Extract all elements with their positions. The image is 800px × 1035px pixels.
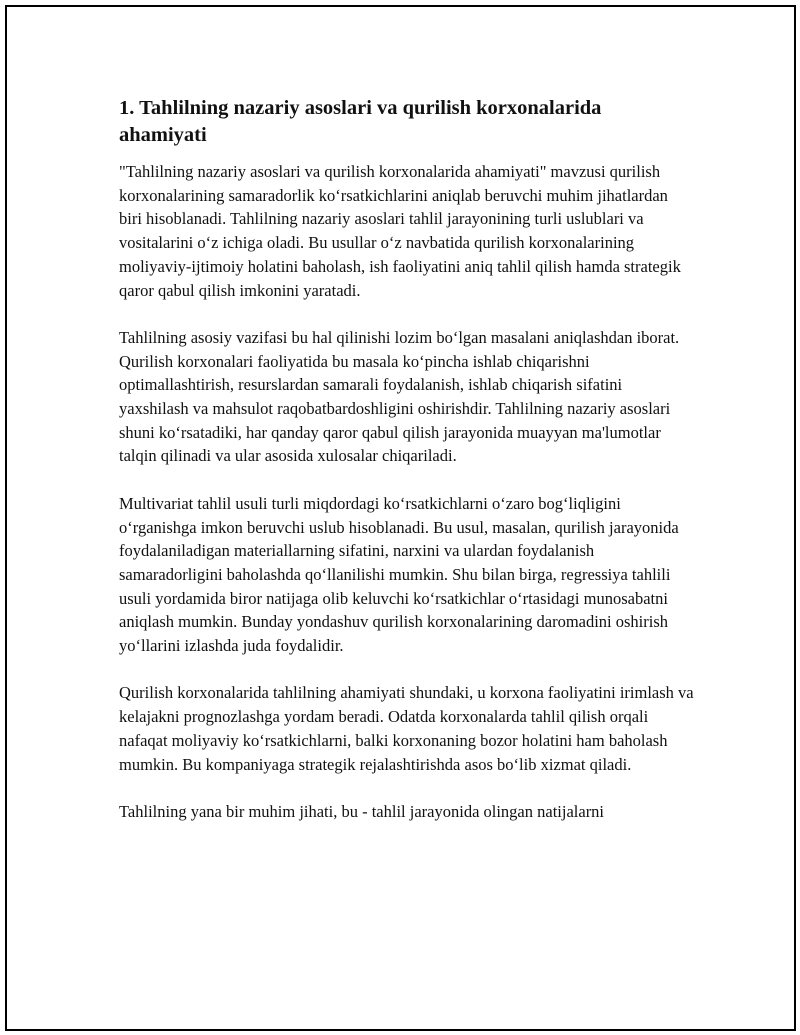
document-body [119,95,694,847]
paragraph-1: "Tahlilning nazariy asoslari va qurilish korxonalarida ahamiyati" mavzusi qurilish korxonalarining samaradorlik ko‘rsatkichlarini aniqlab beruvchi muhim jihatlardan biri hisoblanadi. Tahlilning nazariy asoslari tahlil jarayonining turli uslublari va vositalarini o‘z ichiga oladi. Bu usullar o‘z navbatida qurilish korxonalarining moliyaviy-ijtimoiy holatini baholash, ish faoliyatini aniq tahlil qilish hamda strategik qaror qabul qilish imkonini yaratadi. [119,162,681,300]
paragraph-4: Qurilish korxonalarida tahlilning ahamiyati shundaki, u korxona faoliyatini irimlash va kelajakni prognozlashga yordam beradi. Odatda korxonalarda tahlil qilish orqali nafaqat moliyaviy ko‘rsatkichlarni, balki korxonaning bozor holatini ham baholash mumkin. Bu kompaniyaga strategik rejalashtirishda asos bo‘lib xizmat qiladi. [119,683,694,774]
document-title: 1. Tahlilning nazariy asoslari va qurilish korxonalarida ahamiyati [119,97,602,146]
paragraph-5: Tahlilning yana bir muhim jihati, bu - tahlil jarayonida olingan natijalarni [119,801,605,821]
paragraph-2: Tahlilning asosiy vazifasi bu hal qilinishi lozim bo‘lgan masalani aniqlashdan iborat. Qurilish korxonalari faoliyatida bu masala ko‘pincha ishlab chiqarishni optimallashtirish, resurslardan samarali foydalanish, ishlab chiqarish sifatini yaxshilash va mahsulot raqobatbardoshligini oshirishdir. Tahlilning nazariy asoslari shuni ko‘rsatadiki, har qanday qaror qabul qilish jarayonida muayyan ma'lumotlar talqin qilinadi va ular asosida xulosalar chiqariladi. [119,327,680,466]
page-frame [5,5,796,1031]
paragraph-3: Multivariat tahlil usuli turli miqdordagi ko‘rsatkichlarni o‘zaro bog‘liqligini o‘rganishga imkon beruvchi uslub hisoblanadi. Bu usul, masalan, qurilish jarayonida foydalaniladigan materiallarning sifatini, narxini va ulardan foydalanish samaradorligini baholashda qo‘llanilishi mumkin. Shu bilan birga, regressiya tahlili usuli yordamida biror natijaga olib keluvchi ko‘rsatkichlar o‘rtasidagi munosabatni aniqlash mumkin. Bunday yondashuv qurilish korxonalarining daromadini oshirish yo‘llarini izlashda juda foydalidir. [119,493,679,656]
